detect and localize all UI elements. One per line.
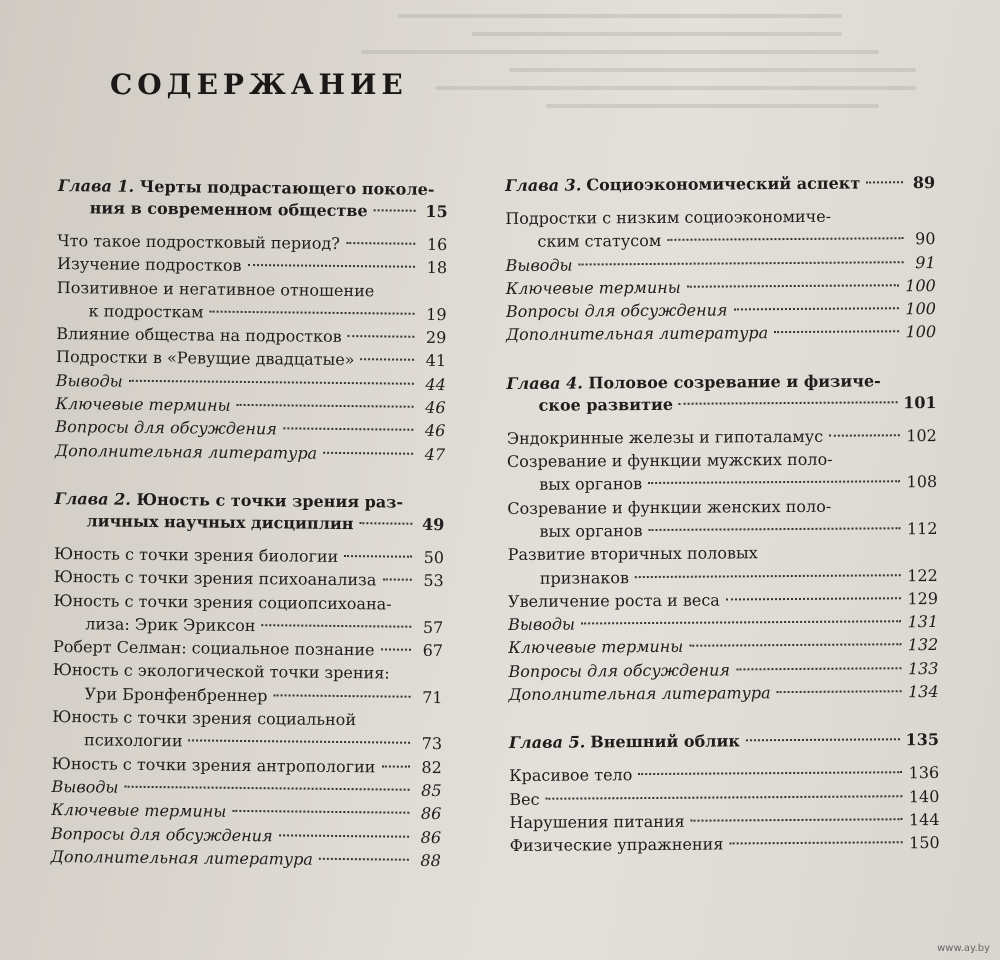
page-number: 46 [425, 397, 446, 418]
chapter-heading[interactable] [506, 370, 936, 417]
page-number: 15 [425, 201, 448, 222]
page-number: 89 [912, 172, 936, 193]
toc-entry[interactable] [51, 845, 441, 872]
toc-entry[interactable] [509, 808, 939, 834]
leader-dots [283, 428, 413, 431]
entry-row [508, 587, 938, 613]
chapter-heading[interactable] [509, 729, 939, 754]
leader-dots [382, 579, 411, 581]
entry-title: лиза: Эрик Эриксон [85, 614, 256, 635]
page-number: 144 [908, 809, 940, 830]
entry-title: Ключевые термины [508, 637, 684, 658]
entry-row [510, 831, 940, 857]
leader-dots [237, 404, 414, 408]
leader-dots [691, 818, 903, 821]
leader-dots [381, 649, 412, 651]
entry-row [507, 470, 937, 496]
entry-title: Физические упражнения [509, 834, 724, 856]
leader-dots [348, 335, 415, 338]
leader-dots [777, 690, 902, 693]
page-number: 86 [420, 804, 442, 824]
page-title: СОДЕРЖАНИЕ [110, 68, 408, 101]
entry-title: Дополнительная литература [508, 683, 771, 705]
entry-title: Влияние общества на подростков [56, 324, 342, 347]
entry-title: вых органов [539, 474, 643, 495]
leader-dots [232, 810, 409, 814]
entry-title-line1: Развитие вторичных половых [507, 543, 758, 565]
page-number: 46 [424, 421, 446, 441]
toc-entry[interactable] [508, 540, 938, 590]
page-number: 100 [905, 275, 936, 296]
toc-entry[interactable] [508, 633, 938, 659]
entry-title-line1: Подростки с низким социоэкономиче- [505, 206, 832, 228]
watermark: www.ay.by [937, 943, 990, 954]
toc-chapter [505, 172, 936, 347]
entry-title-line1: Созревание и функции мужских поло- [506, 449, 833, 472]
toc-entry[interactable] [52, 658, 442, 709]
chapter-heading-line2 [507, 392, 937, 417]
page-number: 49 [421, 514, 445, 535]
leader-dots [361, 359, 415, 362]
page-number: 90 [915, 229, 936, 249]
toc-entry[interactable] [52, 705, 442, 756]
leader-dots [129, 380, 414, 385]
entry-title: Выводы [505, 255, 573, 275]
leader-dots [648, 481, 901, 485]
leader-dots [667, 238, 903, 242]
page-number: 16 [426, 234, 448, 255]
page-number: 71 [422, 687, 443, 707]
toc-entry[interactable] [57, 252, 447, 279]
chapter-number: Глава 2. [54, 488, 131, 509]
chapter-heading[interactable] [58, 175, 448, 223]
page-number: 132 [907, 635, 939, 655]
entry-row [505, 227, 935, 253]
page-number: 82 [421, 757, 442, 777]
toc-entry[interactable] [507, 447, 937, 497]
entry-title-line1: Юность с точки зрения социальной [52, 707, 357, 730]
leader-dots [262, 624, 412, 628]
entry-row [509, 761, 939, 787]
entry-title: Выводы [508, 614, 576, 635]
toc-entry[interactable] [506, 274, 936, 300]
entry-row [506, 251, 936, 277]
chapter-heading-line2 [58, 197, 448, 223]
toc-entry[interactable] [507, 424, 937, 450]
leader-dots [638, 772, 902, 776]
leader-dots [746, 739, 900, 742]
chapter-number: Глава 3. [505, 175, 582, 195]
entry-row [509, 785, 939, 811]
entry-row [508, 633, 938, 659]
entry-title: ским статусом [537, 231, 662, 252]
entry-title: психологии [83, 730, 183, 751]
toc-entry[interactable] [56, 276, 446, 327]
page-number: 85 [421, 780, 442, 800]
page-number: 86 [420, 827, 442, 847]
entry-row [507, 517, 937, 543]
chapter-title-cont: ния в современном обществе [89, 198, 368, 221]
entry-title: Юность с точки зрения психоанализа [53, 567, 377, 590]
page-number: 129 [907, 588, 939, 609]
leader-dots [360, 522, 413, 525]
chapter-title: Черты подрастающего поколе- [139, 176, 435, 199]
toc-chapter [55, 175, 448, 466]
chapter-heading-line [505, 172, 935, 197]
page-number: 18 [426, 258, 448, 278]
chapter-heading[interactable] [505, 172, 935, 197]
entry-title: признаков [539, 567, 630, 588]
entry-title: Что такое подростковый период? [57, 230, 340, 253]
leader-dots [323, 451, 413, 454]
entry-row [506, 274, 936, 300]
entry-title: Ури Бронфенбреннер [84, 684, 268, 705]
leader-dots [729, 841, 903, 844]
entry-title: Вопросы для обсуждения [508, 660, 731, 681]
page-number: 134 [908, 682, 939, 702]
page-number: 150 [909, 833, 940, 853]
page-number: 53 [423, 571, 444, 591]
leader-dots [579, 261, 904, 265]
entry-title-line1: Юность с точки зрения социопсихоана- [53, 590, 392, 614]
toc-chapter [51, 488, 445, 872]
leader-dots [581, 620, 902, 624]
page-number: 100 [905, 322, 937, 342]
toc-chapter [509, 729, 940, 857]
toc-entry[interactable] [506, 251, 936, 277]
toc-entry[interactable] [508, 657, 938, 683]
leader-dots [381, 765, 409, 767]
entry-row [51, 845, 441, 872]
chapter-title-cont: ское развитие [538, 394, 674, 415]
entry-row [57, 252, 447, 279]
entry-title: Вопросы для обсуждения [505, 300, 728, 322]
page-number: 50 [423, 547, 445, 568]
entry-title: Вес [509, 789, 540, 809]
leader-dots [189, 740, 411, 744]
leader-dots [689, 644, 901, 647]
toc-entry[interactable] [506, 297, 936, 323]
leader-dots [319, 858, 409, 861]
leader-dots [248, 264, 416, 268]
chapter-title: Юность с точки зрения раз- [136, 489, 404, 512]
entry-title: Юность с точки зрения биологии [53, 543, 339, 566]
toc-entry[interactable] [506, 320, 936, 346]
leader-dots [124, 786, 409, 791]
entry-title: Увеличение роста и веса [507, 590, 720, 611]
toc-entry[interactable] [509, 785, 939, 811]
toc-entry[interactable] [509, 761, 939, 787]
entry-title: Вопросы для обсуждения [51, 823, 273, 845]
entry-row [508, 657, 938, 683]
page-number: 44 [425, 374, 446, 394]
page-number: 19 [426, 304, 447, 324]
page-number: 122 [907, 565, 938, 585]
entry-title: Ключевые термины [505, 277, 681, 298]
page-number: 100 [905, 299, 937, 319]
entry-row [506, 320, 936, 346]
entry-title-line1: Созревание и функции женских поло- [507, 496, 832, 518]
entry-row [508, 564, 938, 590]
entry-row [54, 565, 444, 592]
chapter-heading-line2 [54, 510, 444, 536]
toc-entry[interactable] [53, 589, 443, 640]
page-number: 101 [903, 392, 937, 413]
toc-entry[interactable] [510, 831, 940, 857]
toc-entry[interactable] [505, 204, 935, 254]
leader-dots [866, 181, 903, 183]
entry-row [509, 680, 939, 706]
entry-row [55, 439, 445, 466]
toc-entry[interactable] [508, 587, 938, 613]
leader-dots [679, 401, 897, 405]
leader-dots [829, 434, 900, 436]
entry-row [506, 297, 936, 323]
page-number: 140 [908, 786, 940, 806]
entry-title: Дополнительная литература [50, 846, 314, 869]
entry-row [509, 808, 939, 834]
entry-title: вых органов [539, 521, 643, 541]
chapter-title: Внешний облик [590, 731, 740, 752]
entry-title: Юность с точки зрения антропологии [51, 753, 376, 776]
entry-row [507, 424, 937, 450]
entry-title: Красивое тело [509, 765, 633, 786]
page-number: 135 [905, 730, 940, 750]
page-number: 47 [424, 444, 446, 464]
leader-dots [279, 834, 409, 837]
chapter-number: Глава 1. [57, 175, 135, 196]
page-number: 88 [420, 850, 441, 870]
page-number: 91 [915, 252, 936, 272]
toc-entry[interactable] [55, 439, 445, 466]
leader-dots [687, 284, 899, 287]
toc-left-column [50, 175, 448, 898]
entry-title-line1: Юность с экологической точки зрения: [52, 660, 390, 683]
entry-title: Выводы [55, 370, 123, 391]
chapter-heading-line1 [506, 370, 936, 395]
page-number: 133 [907, 658, 939, 678]
chapter-number: Глава 5. [508, 732, 586, 753]
chapter-heading[interactable] [54, 488, 444, 536]
entry-title: Изучение подростков [56, 254, 242, 276]
entry-title: Роберт Селман: социальное познание [52, 637, 375, 660]
toc-right-column [505, 172, 940, 884]
chapter-title: Половое созревание и физиче- [588, 371, 881, 393]
entry-title: к подросткам [88, 301, 204, 322]
page-number: 73 [421, 734, 443, 754]
toc-chapter [506, 370, 938, 707]
entry-title: Эндокринные железы и гипоталамус [506, 426, 824, 448]
page-number: 136 [908, 763, 940, 783]
page-number: 102 [906, 425, 937, 445]
leader-dots [546, 795, 903, 799]
entry-title: Выводы [51, 776, 119, 797]
page-number: 108 [906, 472, 938, 492]
leader-dots [635, 574, 901, 578]
leader-dots [273, 694, 410, 697]
chapter-number: Глава 4. [506, 373, 583, 393]
page-number: 41 [425, 351, 447, 371]
entry-title: Дополнительная литература [55, 440, 318, 463]
chapter-title-cont: личных научных дисциплин [86, 511, 354, 534]
leader-dots [344, 555, 412, 558]
toc-entry[interactable] [507, 494, 937, 544]
leader-dots [648, 527, 901, 531]
page-number: 112 [906, 518, 938, 539]
page-number: 29 [425, 328, 447, 348]
leader-dots [733, 307, 899, 310]
toc-entry[interactable] [509, 680, 939, 706]
page-number: 57 [422, 617, 444, 637]
entry-title: Вопросы для обсуждения [55, 417, 277, 439]
page-number: 131 [907, 612, 939, 632]
entry-title: Дополнительная литература [506, 323, 769, 345]
chapter-heading-line [509, 729, 939, 754]
leader-dots [736, 667, 902, 670]
entry-title: Ключевые термины [55, 394, 231, 415]
entry-title: Нарушения питания [509, 811, 685, 832]
leader-dots [726, 597, 902, 600]
leader-dots [346, 242, 415, 245]
leader-dots [209, 310, 414, 314]
entry-row [508, 610, 938, 636]
leader-dots [774, 331, 899, 334]
page-number: 67 [422, 641, 444, 661]
entry-title-line1: Позитивное и негативное отношение [56, 277, 375, 300]
entry-title: Ключевые термины [51, 800, 227, 822]
toc-entry[interactable] [54, 565, 444, 592]
leader-dots [374, 209, 416, 211]
toc-entry[interactable] [508, 610, 938, 636]
chapter-title: Социоэкономический аспект [586, 173, 861, 195]
entry-title: Подростки в «Ревущие двадцатые» [55, 347, 355, 370]
